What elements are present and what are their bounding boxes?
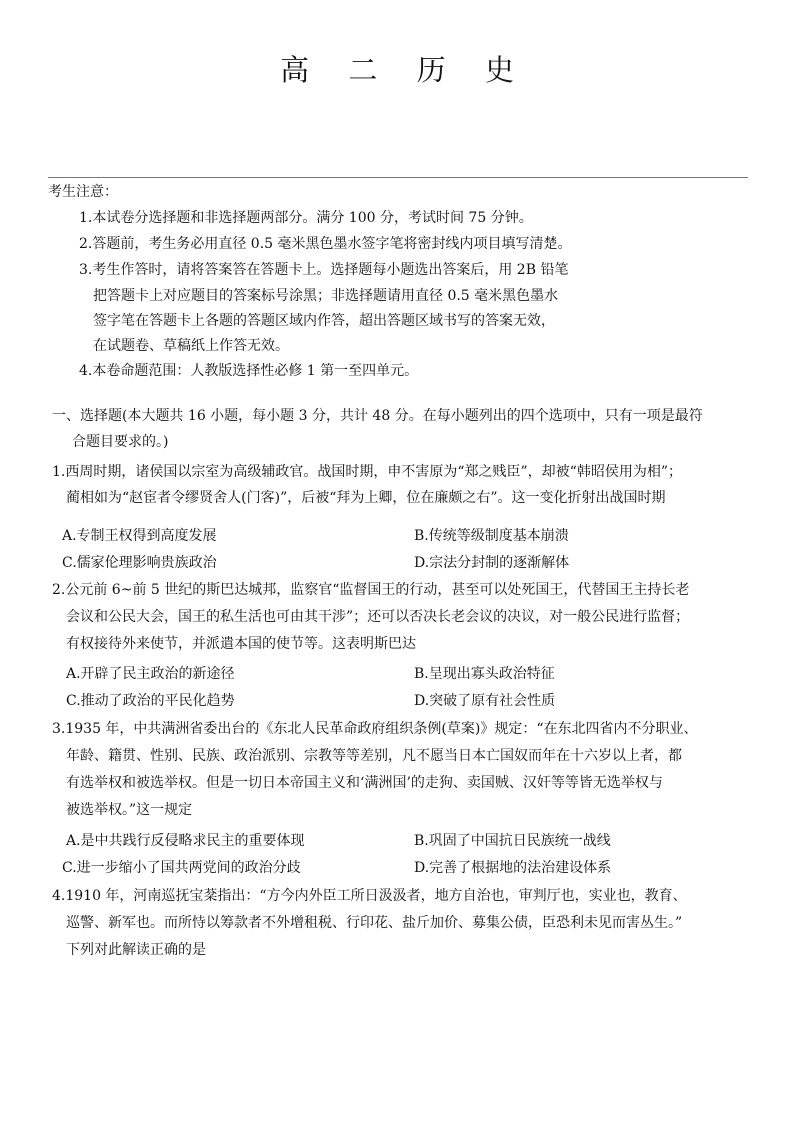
question-stem-line: 下列对此解读正确的是 bbox=[66, 942, 206, 958]
option-a: A.专制王权得到高度发展 bbox=[62, 528, 217, 544]
question-stem-line: 3.1935 年，中共满洲省委出台的《东北人民革命政府组织条例(草案)》规定：“在东北四省内不分职业、 bbox=[52, 721, 698, 737]
notice-item: 签字笔在答题卡上各题的答题区域内作答，超出答题区域书写的答案无效， bbox=[93, 313, 555, 329]
question-stem-line: 1.西周时期，诸侯国以宗室为高级辅政官。战国时期，申不害原为“郑之贱臣”，却被“韩昭侯用为相”； bbox=[52, 464, 682, 480]
question-stem-line: 被选举权。”这一规定 bbox=[66, 802, 193, 818]
page-title: 高 二 历 史 bbox=[280, 53, 529, 87]
option-b: B.巩固了中国抗日民族统一战线 bbox=[414, 833, 611, 849]
option-a: A.开辟了民主政治的新途径 bbox=[66, 666, 235, 682]
notice-item: 在试题卷、草稿纸上作答无效。 bbox=[93, 338, 289, 354]
header-divider bbox=[48, 177, 748, 178]
question-stem-line: 会议和公民大会，国王的私生活也可由其干涉”；还可以否决长老会议的决议，对一般公民进行监督； bbox=[66, 609, 690, 625]
notice-item: 4.本卷命题范围：人教版选择性必修 1 第一至四单元。 bbox=[79, 363, 419, 379]
option-b: B.传统等级制度基本崩溃 bbox=[414, 528, 569, 544]
notice-heading: 考生注意： bbox=[48, 184, 118, 200]
option-d: D.完善了根据地的法治建设体系 bbox=[414, 860, 612, 876]
option-c: C.儒家伦理影响贵族政治 bbox=[62, 555, 217, 571]
question-stem-line: 有选举权和被选举权。但是一切日本帝国主义和‘满洲国’的走狗、卖国贼、汉奸等等皆无选举权与 bbox=[66, 775, 663, 791]
question-stem-line: 年龄、籍贯、性别、民族、政治派别、宗教等等差别，凡不愿当日本亡国奴而年在十六岁以上者，都 bbox=[66, 748, 682, 764]
option-c: C.进一步缩小了国共两党间的政治分歧 bbox=[62, 860, 301, 876]
question-stem-line: 4.1910 年，河南巡抚宝棻指出：“方今内外臣工所日汲汲者，地方自治也，审判厅也，实业也，教育、 bbox=[52, 888, 687, 904]
option-c: C.推动了政治的平民化趋势 bbox=[66, 693, 235, 709]
notice-item: 3.考生作答时，请将答案答在答题卡上。选择题每小题选出答案后，用 2B 铅笔 bbox=[79, 262, 569, 278]
notice-item: 把答题卡上对应题目的答案标号涂黑；非选择题请用直径 0.5 毫米黑色墨水 bbox=[93, 288, 559, 304]
section-instruction: 一、选择题(本大题共 16 小题，每小题 3 分，共计 48 分。在每小题列出的四个选项中，只有一项是最符 bbox=[52, 408, 703, 424]
option-d: D.宗法分封制的逐渐解体 bbox=[414, 555, 570, 571]
question-stem-line: 2.公元前 6~前 5 世纪的斯巴达城邦，监察官“监督国王的行动，甚至可以处死国王，代替国王主持长老 bbox=[52, 582, 690, 598]
notice-item: 2.答题前，考生务必用直径 0.5 毫米黑色墨水签字笔将密封线内项目填写清楚。 bbox=[79, 236, 572, 252]
section-instruction: 合题目要求的。) bbox=[72, 434, 169, 450]
option-d: D.突破了原有社会性质 bbox=[414, 693, 556, 709]
question-stem-line: 蔺相如为“赵宦者令缪贤舍人(门客)”，后被“拜为上卿，位在廉颇之右”。这一变化折射出战国时期 bbox=[66, 490, 666, 506]
question-stem-line: 巡警、新军也。而所恃以筹款者不外增租税、行印花、盐斤加价、募集公债，臣恐利未见而害丛生。” bbox=[66, 915, 683, 931]
question-stem-line: 有权接待外来使节，并派遣本国的使节等。这表明斯巴达 bbox=[66, 636, 416, 652]
notice-item: 1.本试卷分选择题和非选择题两部分。满分 100 分，考试时间 75 分钟。 bbox=[79, 210, 533, 226]
option-b: B.呈现出寡头政治特征 bbox=[414, 666, 555, 682]
option-a: A.是中共践行反侵略求民主的重要体现 bbox=[66, 833, 305, 849]
